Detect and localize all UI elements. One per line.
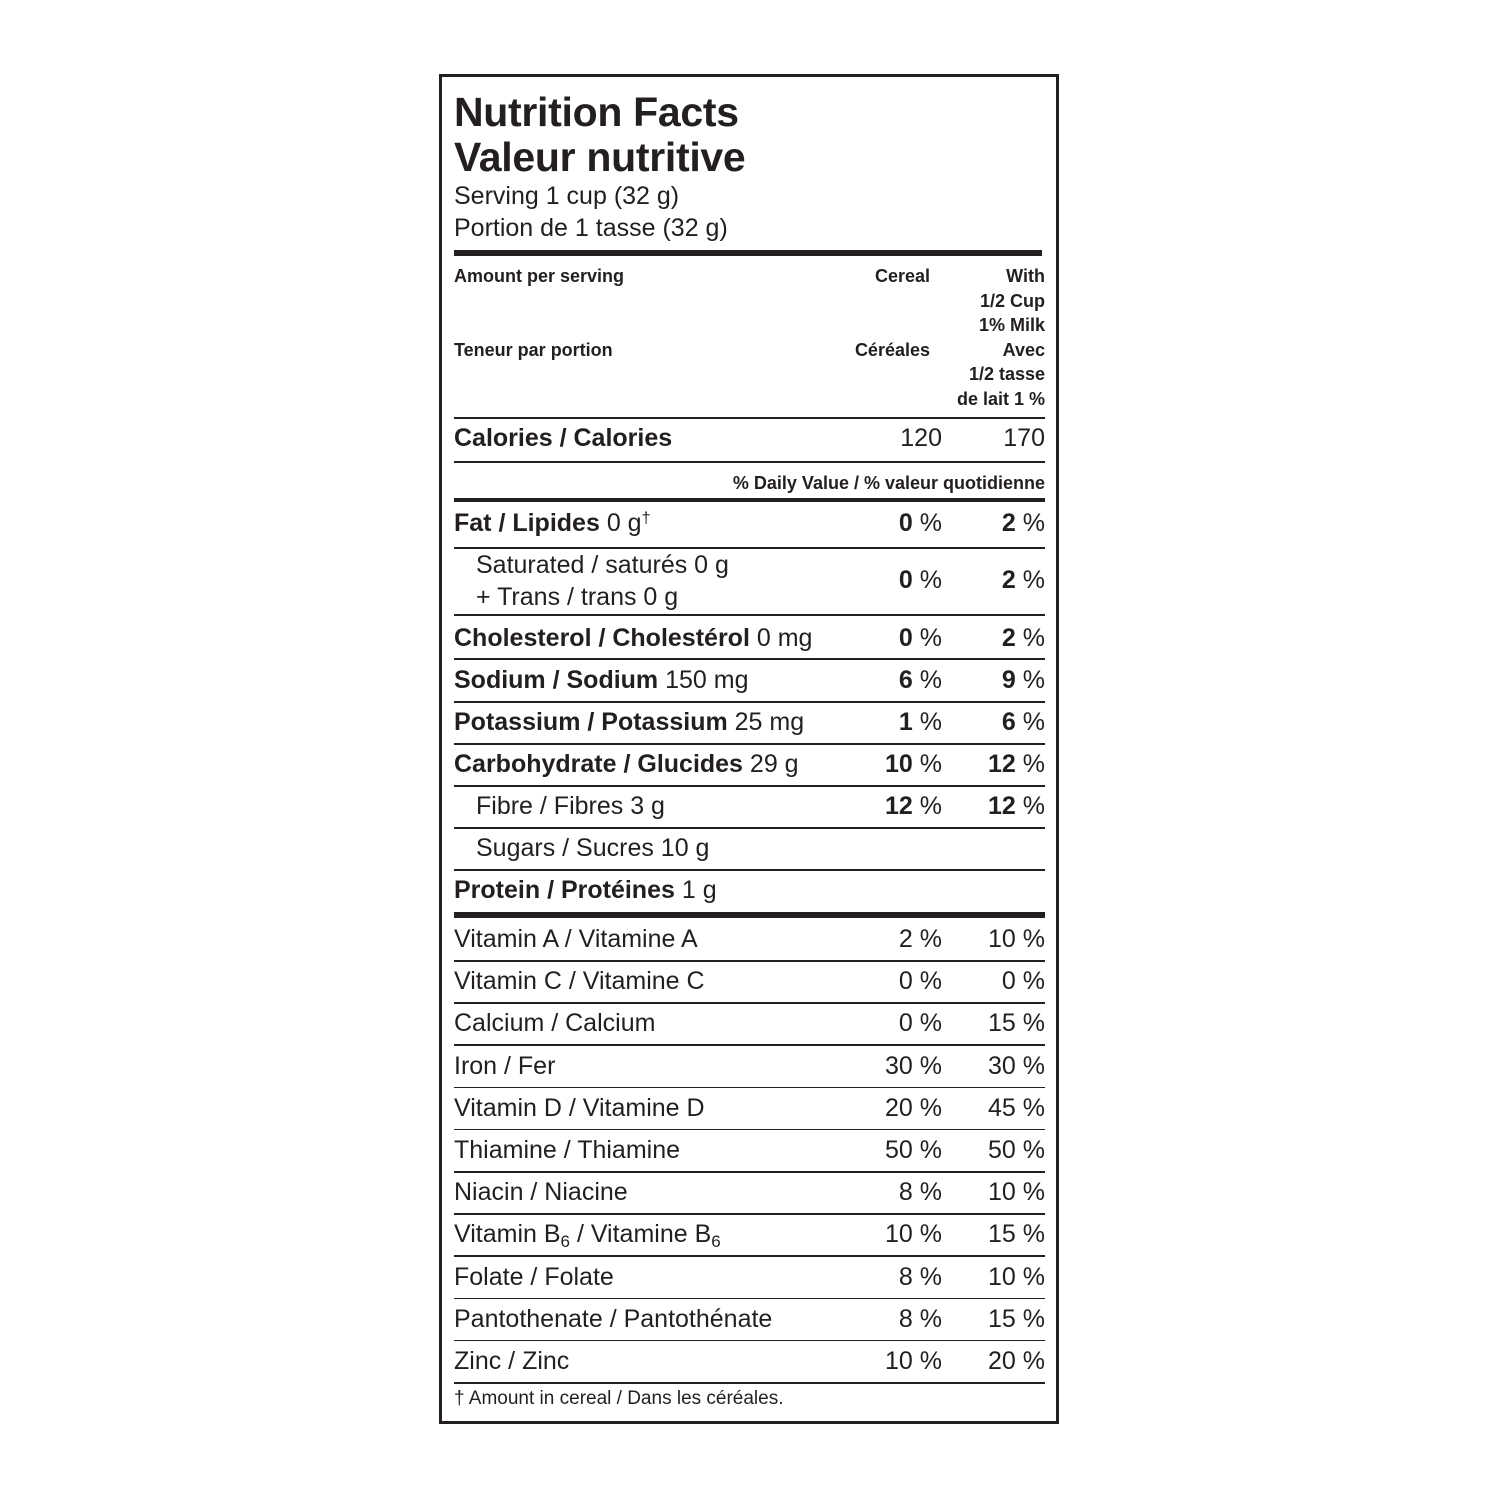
vitamin-with-milk-dv: 15 % bbox=[988, 1304, 1045, 1333]
teneur-par-portion-label: Teneur par portion bbox=[454, 340, 613, 360]
carbohydrate-label bbox=[454, 750, 799, 779]
vitamin-cereal-dv: 8 % bbox=[898, 1178, 942, 1207]
footnote: † Amount in cereal / Dans les céréales. bbox=[454, 1388, 784, 1409]
column-header-cereales: Céréales bbox=[854, 340, 930, 360]
potassium-cereal-dv bbox=[899, 708, 942, 737]
vitamin-with-milk-dv: 15 % bbox=[988, 1220, 1045, 1249]
potassium-label bbox=[454, 708, 804, 737]
header-line: Avec bbox=[1002, 339, 1045, 360]
fibre-label: Fibre / Fibres 3 g bbox=[476, 792, 665, 820]
percent-sign: % bbox=[919, 566, 942, 594]
divider bbox=[454, 1382, 1045, 1384]
dv-number: 0 bbox=[898, 624, 913, 652]
calories-cereal-value: 120 bbox=[900, 424, 942, 452]
sugars-label: Sugars / Sucres 10 g bbox=[476, 834, 710, 862]
dv-number: 0 bbox=[898, 509, 913, 537]
protein-label bbox=[454, 876, 717, 905]
vitamin-with-milk-dv: 0 % bbox=[1001, 967, 1045, 996]
divider bbox=[454, 1129, 1045, 1131]
cholesterol-with-milk-dv bbox=[1002, 624, 1045, 653]
carbohydrate-with-milk-dv bbox=[988, 750, 1045, 779]
percent-sign: % bbox=[1022, 708, 1045, 736]
vitamin-cereal-dv: 50 % bbox=[885, 1136, 942, 1164]
divider bbox=[454, 701, 1045, 703]
vitamin-label: Zinc / Zinc bbox=[454, 1347, 570, 1375]
sodium-amount: 150 mg bbox=[665, 666, 749, 694]
vitamin-label: Thiamine / Thiamine bbox=[454, 1136, 681, 1164]
amount-per-serving-label: Amount per serving bbox=[454, 266, 625, 286]
fat-cereal-dv bbox=[899, 509, 942, 538]
divider bbox=[454, 461, 1045, 463]
header-line: 1/2 Cup bbox=[979, 290, 1045, 311]
divider bbox=[454, 869, 1045, 871]
divider bbox=[454, 1044, 1045, 1046]
vitamin-with-milk-dv: 15 % bbox=[988, 1009, 1045, 1038]
calories-with-milk-value: 170 bbox=[1003, 424, 1045, 452]
percent-sign: % bbox=[919, 509, 942, 537]
title-french: Valeur nutritive bbox=[454, 134, 746, 180]
vitamin-with-milk-dv: 50 % bbox=[988, 1136, 1045, 1164]
divider bbox=[454, 1213, 1045, 1215]
vitamin-label: Pantothenate / Pantothénate bbox=[454, 1304, 773, 1333]
divider bbox=[454, 960, 1045, 962]
percent-sign: % bbox=[1022, 566, 1045, 594]
percent-sign: % bbox=[919, 708, 942, 736]
cholesterol-cereal-dv bbox=[899, 624, 942, 653]
vitamin-label-part: / Vitamine B bbox=[570, 1220, 712, 1249]
fat-label bbox=[454, 509, 650, 538]
vitamin-label: Vitamin C / Vitamine C bbox=[454, 967, 705, 996]
vitamin-with-milk-dv: 10 % bbox=[988, 1178, 1045, 1207]
divider bbox=[454, 1002, 1045, 1004]
percent-sign: % bbox=[919, 750, 942, 778]
divider bbox=[454, 614, 1045, 616]
dagger-mark: † bbox=[641, 510, 651, 527]
vitamin-with-milk-dv: 45 % bbox=[988, 1093, 1045, 1122]
dv-number: 9 bbox=[1001, 666, 1016, 694]
dv-number: 0 bbox=[898, 566, 913, 594]
vitamin-cereal-dv: 10 % bbox=[885, 1347, 942, 1375]
vitamin-label: Vitamin A / Vitamine A bbox=[454, 925, 698, 953]
trans-label: + Trans / trans 0 g bbox=[476, 583, 679, 611]
header-line: de lait 1 % bbox=[956, 388, 1045, 409]
vitamin-cereal-dv: 30 % bbox=[885, 1051, 942, 1080]
daily-value-header: % Daily Value / % valeur quotidienne bbox=[732, 473, 1045, 493]
thick-divider bbox=[454, 250, 1042, 256]
divider bbox=[454, 547, 1045, 549]
vitamin-cereal-dv: 20 % bbox=[885, 1093, 942, 1122]
divider bbox=[454, 785, 1045, 787]
percent-sign: % bbox=[919, 624, 942, 652]
dv-number: 12 bbox=[885, 792, 913, 820]
vitamin-cereal-dv: 10 % bbox=[885, 1220, 942, 1249]
protein-amount: 1 g bbox=[681, 876, 717, 904]
saturated-trans-row bbox=[454, 551, 1045, 615]
vitamin-cereal-dv: 2 % bbox=[898, 925, 942, 953]
percent-sign: % bbox=[1022, 750, 1045, 778]
divider bbox=[454, 1171, 1045, 1173]
divider bbox=[454, 1340, 1045, 1342]
vitamin-label bbox=[454, 1220, 721, 1252]
header-line: 1% Milk bbox=[978, 315, 1045, 335]
sodium-cereal-dv bbox=[899, 666, 942, 695]
fat-with-milk-dv bbox=[1002, 509, 1045, 538]
percent-sign: % bbox=[1022, 666, 1045, 694]
percent-sign: % bbox=[1022, 792, 1045, 820]
divider bbox=[454, 827, 1045, 829]
percent-sign: % bbox=[1022, 509, 1045, 537]
cholesterol-label bbox=[454, 624, 812, 653]
sodium-with-milk-dv bbox=[1002, 666, 1045, 695]
vitamin-cereal-dv: 0 % bbox=[898, 1009, 942, 1038]
divider bbox=[454, 1087, 1045, 1089]
vitamin-with-milk-dv: 10 % bbox=[988, 925, 1045, 953]
serving-size-english: Serving 1 cup (32 g) bbox=[454, 182, 680, 210]
thick-divider bbox=[454, 912, 1045, 918]
divider bbox=[454, 743, 1045, 745]
fibre-cereal-dv bbox=[885, 792, 942, 821]
nutrition-facts-label bbox=[439, 74, 1059, 1424]
divider bbox=[454, 1298, 1045, 1300]
dv-number: 2 bbox=[1001, 624, 1016, 652]
dv-number: 12 bbox=[988, 750, 1016, 778]
dv-number: 12 bbox=[988, 792, 1016, 820]
column-header-with-milk bbox=[957, 264, 1045, 411]
vitamin-with-milk-dv: 30 % bbox=[988, 1051, 1045, 1080]
percent-sign: % bbox=[919, 792, 942, 820]
fat-amount: 0 g bbox=[606, 509, 642, 537]
fat-name: Fat / Lipides bbox=[454, 509, 600, 537]
vitamin-label: Vitamin D / Vitamine D bbox=[454, 1093, 705, 1122]
cholesterol-name: Cholesterol / Cholestérol bbox=[454, 624, 750, 652]
serving-size-french: Portion de 1 tasse (32 g) bbox=[454, 214, 728, 242]
potassium-amount: 25 mg bbox=[734, 708, 805, 736]
medium-divider bbox=[454, 498, 1045, 502]
sodium-label bbox=[454, 666, 749, 695]
dv-number: 2 bbox=[1001, 566, 1016, 594]
vitamin-cereal-dv: 8 % bbox=[898, 1262, 942, 1291]
header-line: 1/2 tasse bbox=[968, 364, 1045, 384]
divider bbox=[454, 417, 1045, 419]
carbohydrate-name: Carbohydrate / Glucides bbox=[454, 750, 743, 778]
dv-number: 6 bbox=[898, 666, 913, 694]
vitamin-label: Niacin / Niacine bbox=[454, 1178, 628, 1207]
header-line: With bbox=[1006, 266, 1045, 286]
carbohydrate-amount: 29 g bbox=[749, 750, 799, 778]
percent-sign: % bbox=[919, 666, 942, 694]
vitamin-with-milk-dv: 20 % bbox=[988, 1347, 1045, 1375]
column-header-cereal: Cereal bbox=[874, 266, 930, 286]
vitamin-label: Iron / Fer bbox=[454, 1051, 556, 1080]
vitamin-with-milk-dv: 10 % bbox=[988, 1262, 1045, 1291]
vitamin-cereal-dv: 8 % bbox=[898, 1304, 942, 1333]
saturated-cereal-dv bbox=[899, 566, 942, 595]
divider bbox=[454, 1255, 1045, 1257]
percent-sign: % bbox=[1022, 624, 1045, 652]
subscript: 6 bbox=[711, 1232, 721, 1252]
dv-number: 2 bbox=[1001, 509, 1016, 537]
carbohydrate-cereal-dv bbox=[885, 750, 942, 779]
saturated-label: Saturated / saturés 0 g bbox=[476, 551, 729, 579]
protein-name: Protein / Protéines bbox=[454, 876, 675, 904]
saturated-with-milk-dv bbox=[1002, 566, 1045, 595]
dv-number: 6 bbox=[1001, 708, 1016, 736]
potassium-name: Potassium / Potassium bbox=[454, 708, 728, 736]
divider bbox=[454, 658, 1045, 660]
potassium-with-milk-dv bbox=[1002, 708, 1045, 737]
fibre-with-milk-dv bbox=[988, 792, 1045, 821]
calories-label: Calories / Calories bbox=[454, 424, 673, 452]
sodium-name: Sodium / Sodium bbox=[454, 666, 659, 694]
subscript: 6 bbox=[560, 1232, 570, 1252]
cholesterol-amount: 0 mg bbox=[756, 624, 813, 652]
vitamin-label: Folate / Folate bbox=[454, 1262, 614, 1291]
vitamin-label-part: Vitamin B bbox=[454, 1220, 561, 1249]
dv-number: 1 bbox=[898, 708, 913, 736]
vitamin-label: Calcium / Calcium bbox=[454, 1009, 656, 1038]
dv-number: 10 bbox=[885, 750, 913, 778]
vitamin-cereal-dv: 0 % bbox=[898, 967, 942, 996]
title-english: Nutrition Facts bbox=[454, 89, 739, 135]
